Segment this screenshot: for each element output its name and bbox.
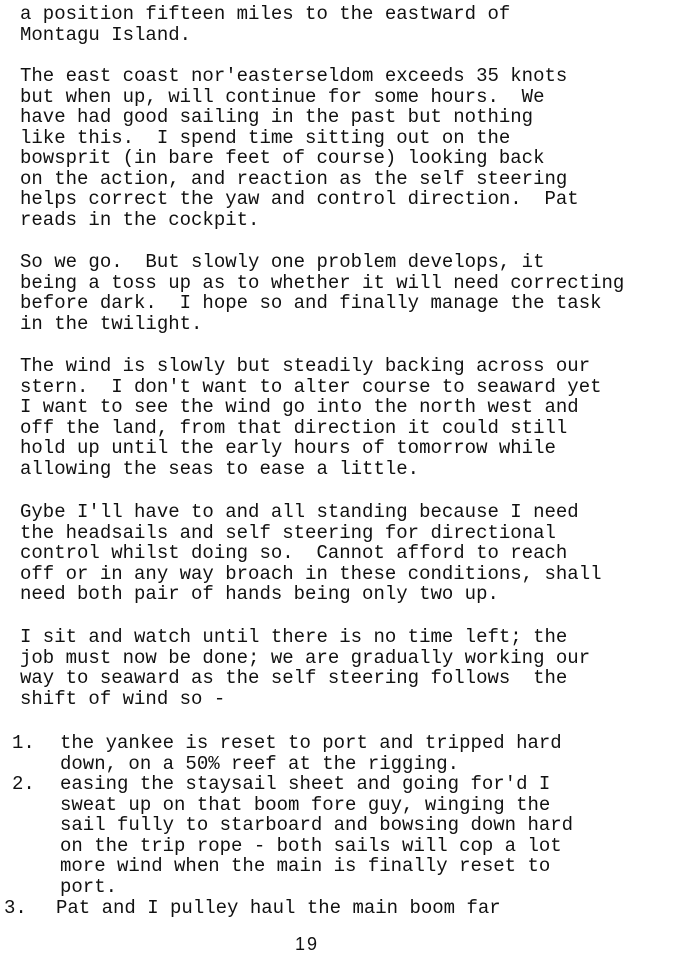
paragraph-3	[20, 252, 688, 334]
text-line: Pat and I pulley haul the main boom far	[56, 897, 501, 919]
text-line: stern. I don't want to alter course to seaward yet	[20, 375, 602, 398]
paragraph-6	[20, 627, 688, 709]
paragraph-5	[20, 502, 688, 605]
text-line: hold up until the early hours of tomorrow while	[20, 437, 556, 459]
text-line: Montagu Island.	[20, 23, 192, 46]
text-line: shift of wind so -	[20, 687, 226, 710]
text-line: The wind is slowly but steadily backing across our	[20, 355, 591, 377]
paragraph-4	[20, 356, 688, 479]
text-line: bowsprit (in bare feet of course) looking back	[20, 147, 545, 169]
text-line: sweat up on that boom fore guy, winging the	[60, 793, 551, 816]
text-line: the headsails and self steering for directional	[20, 521, 556, 544]
page-number: 19	[295, 934, 320, 954]
text-line: I sit and watch until there is no time left; the	[20, 626, 568, 648]
text-line: in the twilight.	[20, 312, 203, 335]
text-line: on the action, and reaction as the self steering	[20, 167, 568, 190]
text-line: job must now be done; we are gradually working our	[20, 646, 591, 669]
text-line: reads in the cockpit.	[20, 208, 260, 231]
text-line: before dark. I hope so and finally manage the task	[20, 292, 602, 314]
text-line: I want to see the wind go into the north west and	[20, 396, 579, 418]
text-line: way to seaward as the self steering follows the	[20, 667, 568, 689]
list-number: 2.	[12, 773, 35, 795]
text-line: have had good sailing in the past but nothing	[20, 106, 534, 128]
text-line: being a toss up as to whether it will need correcting	[20, 271, 625, 294]
text-line: control whilst doing so. Cannot afford to reach	[20, 542, 568, 564]
text-line: allowing the seas to ease a little.	[20, 457, 420, 480]
list-item-text	[60, 733, 690, 774]
list-item-text	[60, 774, 690, 897]
text-line: but when up, will continue for some hours. We	[20, 85, 545, 108]
text-line: down, on a 50% reef at the rigging.	[60, 752, 460, 775]
text-line: port.	[60, 875, 118, 898]
text-line: off the land, from that direction it could still	[20, 416, 568, 439]
text-line: the yankee is reset to port and tripped hard	[60, 732, 562, 754]
text-line: helps correct the yaw and control direction. Pat	[20, 188, 579, 210]
text-line: more wind when the main is finally reset to	[60, 855, 551, 877]
text-line: The east coast nor'easterseldom exceeds 35 knots	[20, 65, 568, 87]
list-number: 3.	[4, 897, 27, 919]
text-line: like this. I spend time sitting out on the	[20, 126, 511, 149]
text-line: off or in any way broach in these conditions, shall	[20, 562, 602, 585]
list-number: 1.	[12, 732, 35, 754]
text-line: easing the staysail sheet and going for'd I	[60, 773, 551, 795]
text-line: on the trip rope - both sails will cop a lot	[60, 834, 562, 857]
text-line: So we go. But slowly one problem develops, it	[20, 251, 545, 273]
paragraph-2	[20, 66, 688, 230]
text-line: a position fifteen miles to the eastward of	[20, 3, 511, 25]
text-line: Gybe I'll have to and all standing because I need	[20, 501, 579, 523]
list-item-text	[56, 898, 686, 919]
text-line: need both pair of hands being only two up.	[20, 583, 499, 605]
paragraph-1	[20, 4, 688, 45]
text-line: sail fully to starboard and bowsing down hard	[60, 814, 574, 836]
